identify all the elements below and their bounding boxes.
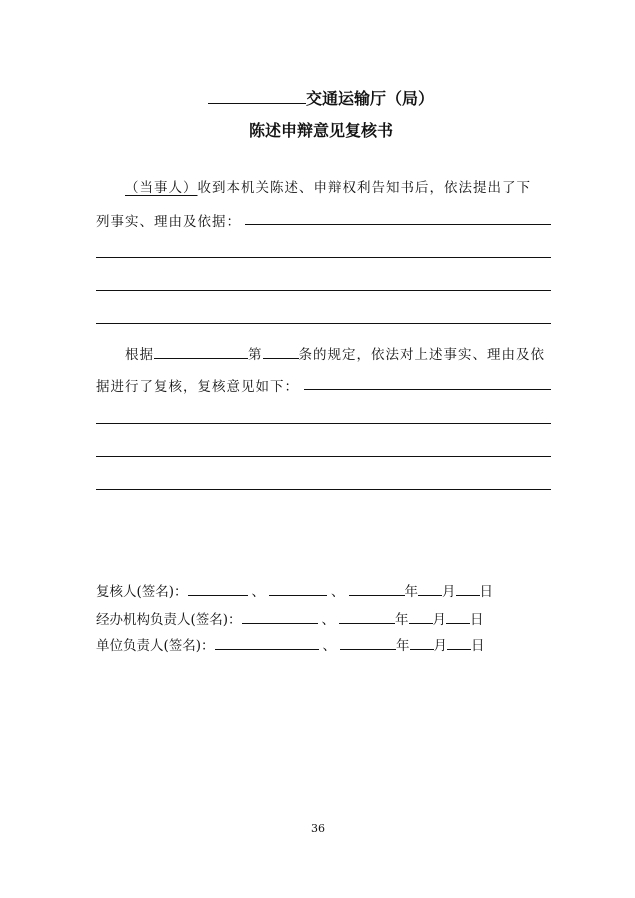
- document-title-text: 陈述申辩意见复核书: [249, 121, 394, 140]
- month-label: 月: [432, 612, 447, 628]
- statement-line-1: [125, 176, 531, 196]
- agency-name-blank[interactable]: [208, 87, 306, 104]
- statement-text-1: 收到本机关陈述、申辩权利告知书后，依法提出了下: [197, 180, 531, 196]
- month-label: 月: [442, 584, 456, 600]
- page-number: 36: [311, 822, 325, 835]
- party-placeholder[interactable]: （当事人）: [125, 180, 198, 196]
- review-line-2: [96, 375, 299, 395]
- day-label: 日: [479, 584, 494, 600]
- year-label: 年: [396, 638, 410, 654]
- day-label: 日: [470, 612, 484, 628]
- statement-fill-line-2[interactable]: [96, 257, 551, 258]
- reviewer-month-blank[interactable]: [418, 581, 442, 596]
- separator: 、: [331, 584, 345, 600]
- basis-label: 根据: [125, 347, 154, 363]
- statement-fill-line-1[interactable]: [245, 224, 551, 225]
- article-number-blank[interactable]: [263, 344, 299, 359]
- statement-fill-line-3[interactable]: [96, 290, 551, 291]
- review-fill-line-3[interactable]: [96, 456, 551, 457]
- dept-head-month-blank[interactable]: [409, 609, 433, 624]
- dept-head-sign-blank[interactable]: [242, 609, 318, 624]
- reviewer-signature-row: [96, 580, 493, 600]
- review-text-2: 据进行了复核，复核意见如下：: [96, 379, 299, 395]
- statement-text-2: 列事实、理由及依据：: [96, 214, 241, 230]
- unit-head-year-blank[interactable]: [340, 635, 396, 650]
- separator: 、: [251, 584, 266, 600]
- reviewer-day-blank[interactable]: [456, 581, 480, 596]
- agency-heading: [208, 86, 434, 109]
- basis-law-blank[interactable]: [154, 344, 248, 359]
- unit-head-label: 单位负责人(签名)：: [96, 638, 215, 654]
- separator: 、: [321, 612, 336, 628]
- document-title: [249, 118, 393, 141]
- dept-head-label: 经办机构负责人(签名)：: [96, 612, 242, 628]
- reviewer-sign-blank-1[interactable]: [188, 581, 248, 596]
- unit-head-signature-row: [96, 634, 485, 654]
- reviewer-label: 复核人(签名)：: [96, 584, 188, 600]
- review-line-1: [125, 343, 545, 363]
- review-fill-line-2[interactable]: [96, 423, 551, 424]
- unit-head-sign-blank[interactable]: [215, 635, 319, 650]
- separator: 、: [322, 638, 337, 654]
- statement-line-2: [96, 210, 241, 230]
- review-text-1: 条的规定，依法对上述事实、理由及依: [298, 347, 545, 363]
- reviewer-sign-blank-2[interactable]: [269, 581, 327, 596]
- article-prefix: 第: [248, 347, 263, 363]
- reviewer-year-blank[interactable]: [349, 581, 405, 596]
- year-label: 年: [395, 612, 409, 628]
- review-fill-line-1[interactable]: [304, 389, 551, 390]
- month-label: 月: [433, 638, 448, 654]
- statement-fill-line-4[interactable]: [96, 323, 551, 324]
- dept-head-day-blank[interactable]: [446, 609, 470, 624]
- year-label: 年: [404, 584, 419, 600]
- unit-head-month-blank[interactable]: [410, 635, 434, 650]
- day-label: 日: [471, 638, 485, 654]
- review-fill-line-4[interactable]: [96, 489, 551, 490]
- agency-suffix: 交通运输厅（局）: [306, 89, 435, 108]
- unit-head-day-blank[interactable]: [447, 635, 471, 650]
- dept-head-year-blank[interactable]: [339, 609, 395, 624]
- dept-head-signature-row: [96, 608, 484, 628]
